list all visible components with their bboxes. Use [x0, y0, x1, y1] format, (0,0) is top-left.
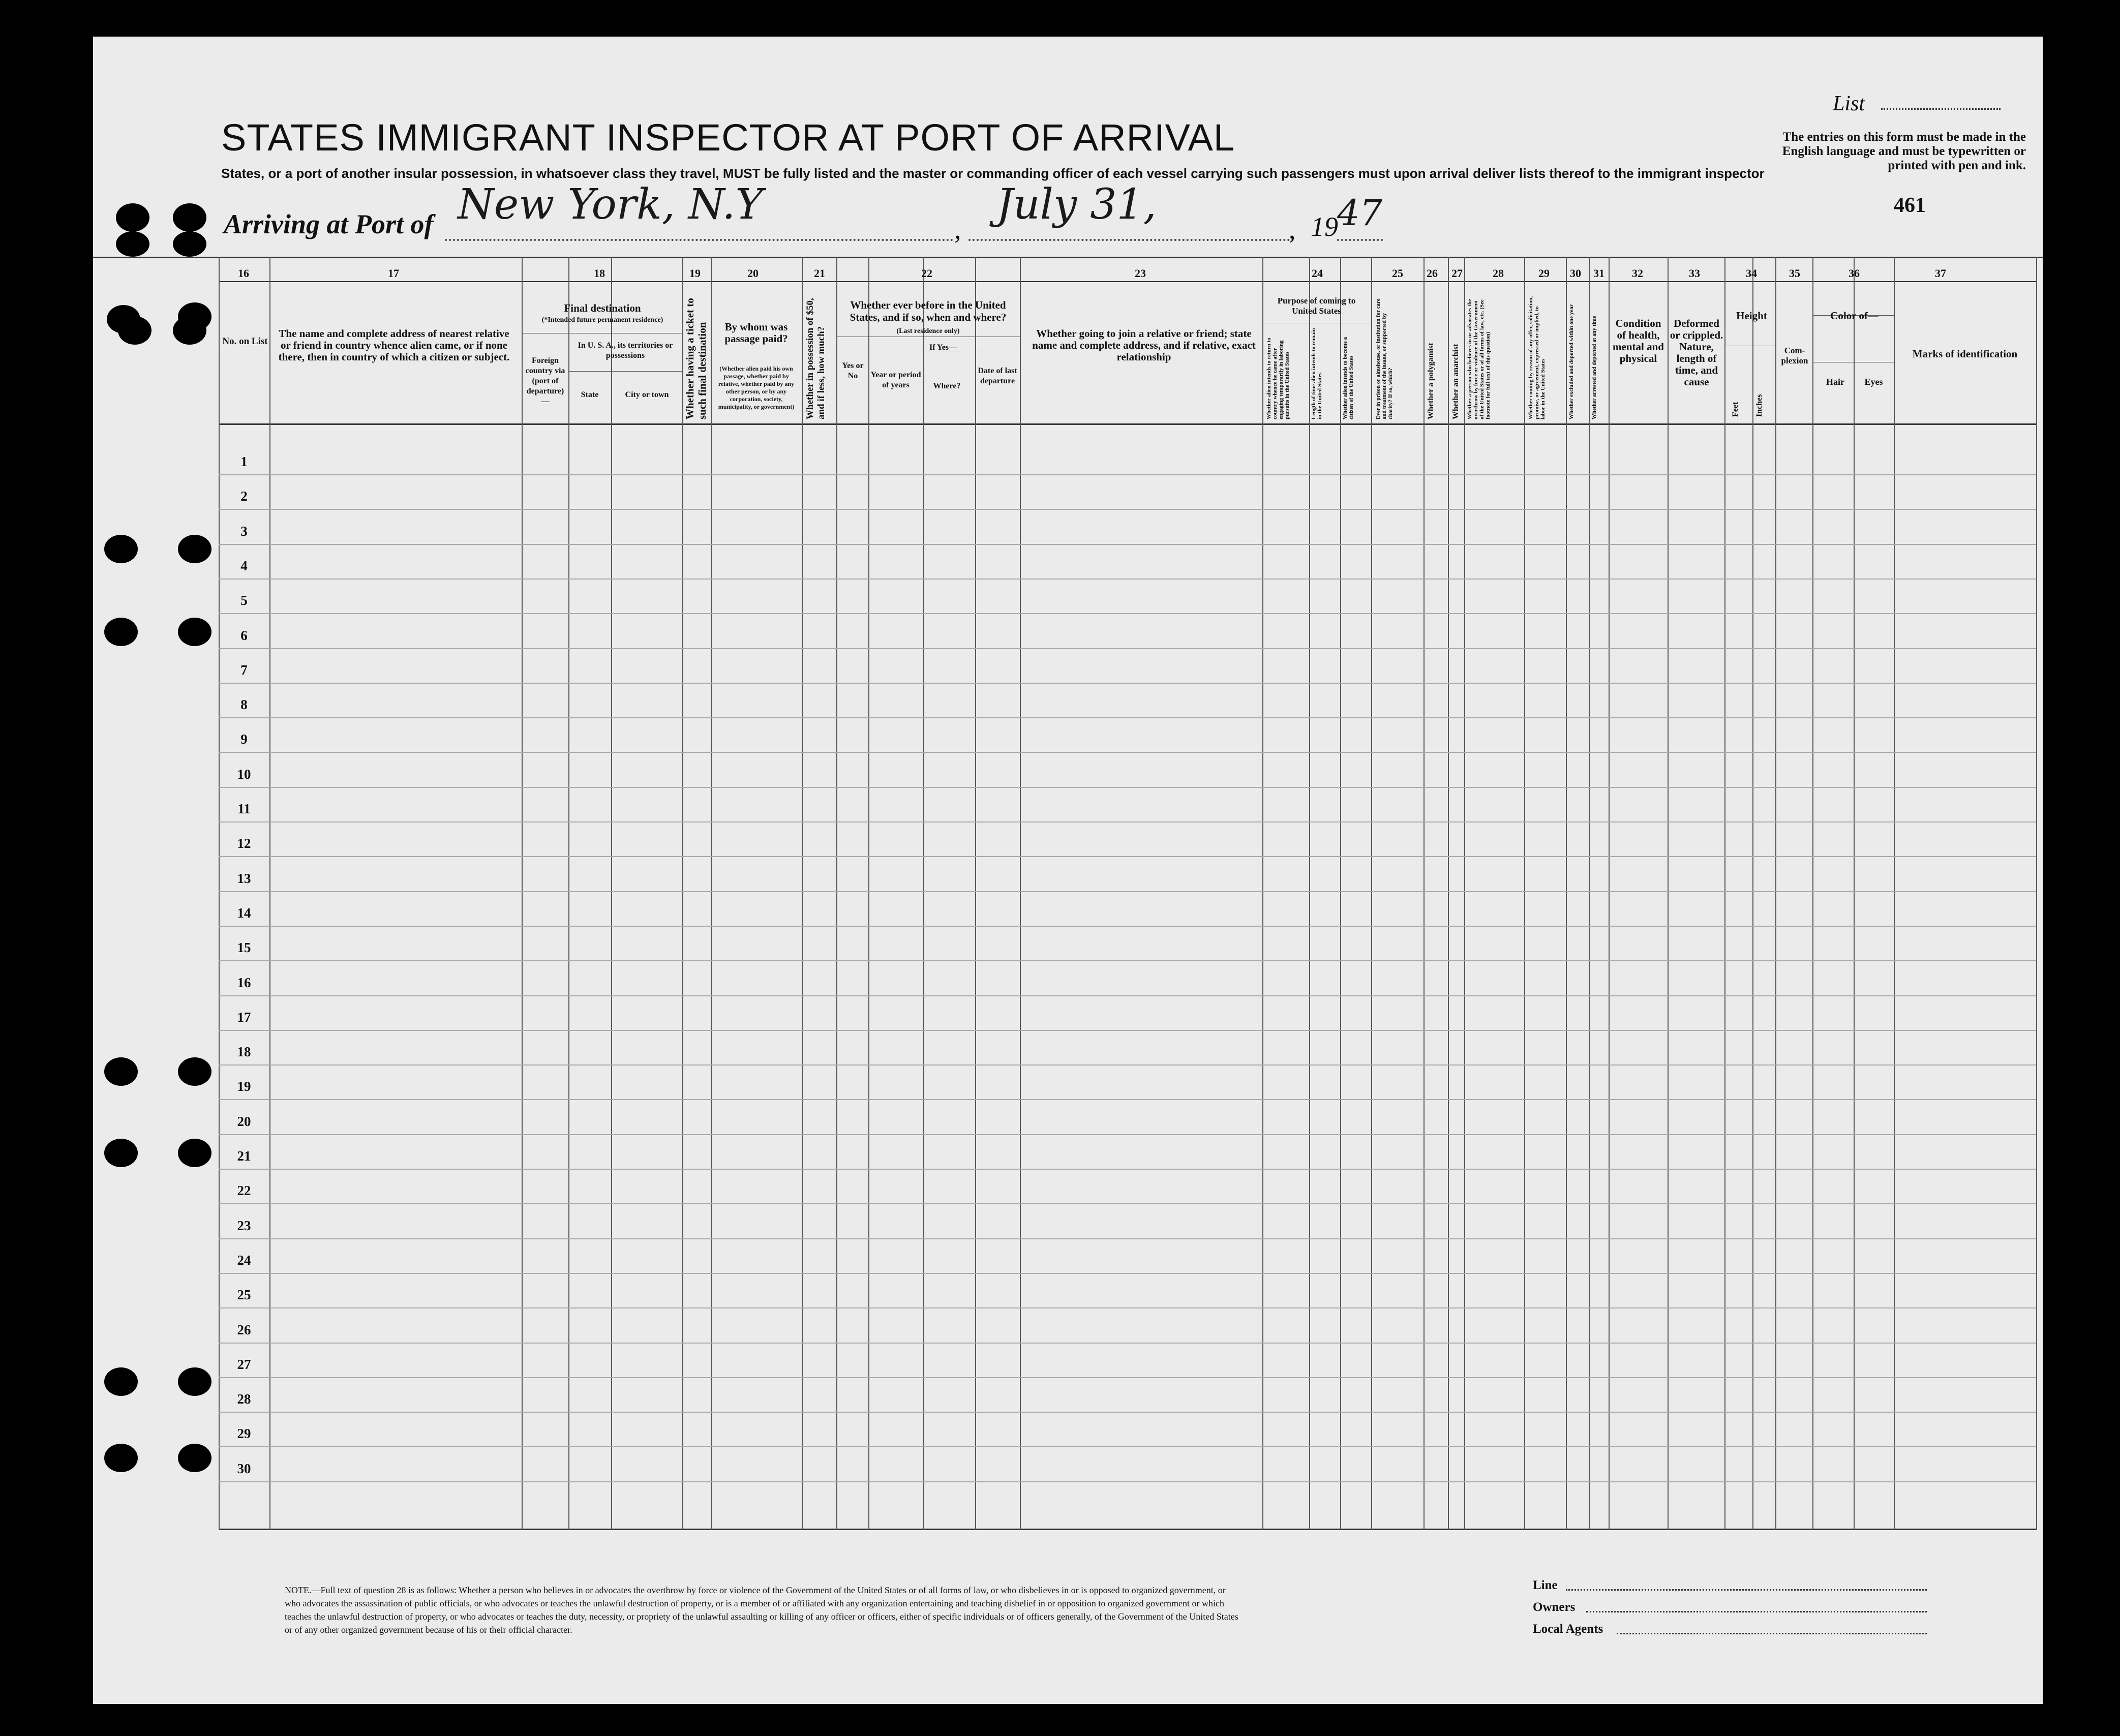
row-number: 3	[240, 524, 248, 539]
header-foreign-country: Foreign country via (port of departure)—	[525, 356, 565, 406]
colnum-31: 31	[1593, 267, 1604, 280]
column-divider	[1854, 257, 1855, 1530]
header-where: Where?	[933, 382, 961, 390]
row-number: 9	[240, 732, 248, 747]
row-number: 25	[237, 1287, 251, 1302]
column-divider	[269, 257, 270, 1530]
year-prefix: 19	[1311, 211, 1338, 242]
arriving-port-label: Arriving at Port of	[224, 209, 434, 239]
colnum-26: 26	[1427, 267, 1438, 280]
row-rule	[219, 1343, 2036, 1344]
row-number: 12	[237, 836, 251, 851]
column-divider	[1020, 257, 1021, 1530]
column-divider	[1775, 257, 1776, 1530]
column-divider	[1812, 257, 1813, 1530]
colnum-25: 25	[1392, 267, 1403, 280]
manifest-page	[93, 37, 2043, 1704]
header-final-destination: Final destination	[564, 302, 641, 314]
colnum-18: 18	[594, 267, 605, 280]
row-rule	[219, 1064, 2036, 1065]
header-anarchist: Whether an anarchist	[1451, 344, 1460, 419]
header-final-destination-note: (*Intended future permanent residence)	[541, 316, 663, 324]
header-ticket: Whether having a ticket to such final destination	[684, 298, 708, 419]
colnum-19: 19	[689, 267, 701, 280]
date-field-line	[968, 239, 1294, 241]
row-number: 11	[237, 801, 251, 816]
column-number-divider	[219, 281, 2036, 282]
subheader-rule	[568, 371, 682, 372]
row-number: 17	[237, 1010, 251, 1025]
colnum-29: 29	[1538, 267, 1550, 280]
owners-field[interactable]	[1586, 1611, 1927, 1612]
comma-separator: ,	[1289, 214, 1296, 245]
column-divider	[1894, 257, 1895, 1530]
header-feet: Feet	[1731, 402, 1740, 417]
column-divider	[1589, 257, 1590, 1530]
punch-hole	[173, 231, 206, 257]
table-top-border	[93, 257, 2043, 258]
colnum-32: 32	[1632, 267, 1643, 280]
punch-hole	[173, 203, 206, 232]
column-divider	[1309, 257, 1310, 1530]
row-rule	[219, 856, 2036, 857]
row-number: 19	[237, 1079, 251, 1094]
column-divider	[1464, 257, 1465, 1530]
punch-hole	[104, 1444, 138, 1472]
row-rule	[219, 1134, 2036, 1135]
header-purpose-return: Whether alien intends to return to country whence he came after engaging temporarily in laboring pursuits in the United States	[1266, 338, 1290, 419]
header-hair: Hair	[1826, 377, 1844, 387]
header-purpose: Purpose of coming to United States	[1277, 296, 1356, 316]
header-no-on-list: No. on List	[222, 336, 268, 347]
header-excluded-deported: Whether excluded and deported within one year	[1568, 304, 1574, 419]
row-number: 4	[240, 558, 248, 573]
column-divider	[682, 257, 683, 1530]
form-instructions: The entries on this form must be made in the English language and must be typewritten or printed with pen and ink.	[1782, 130, 2026, 172]
row-number: 16	[237, 975, 251, 990]
colnum-20: 20	[747, 267, 759, 280]
row-rule	[219, 1099, 2036, 1100]
header-year-or-period: Year or period of years	[870, 371, 921, 389]
header-deformed: Deformed or crippled. Nature, length of time, and cause	[1670, 317, 1723, 388]
colnum-37: 37	[1935, 267, 1946, 280]
port-field-line	[445, 239, 953, 241]
column-divider	[1609, 257, 1610, 1530]
column-divider	[522, 257, 523, 1530]
header-purpose-length: Length of time alien intends to remain in the United States	[1311, 328, 1323, 419]
row-number: 1	[240, 454, 248, 469]
column-divider	[836, 257, 837, 1530]
colnum-22: 22	[921, 267, 932, 280]
page-number: 461	[1894, 194, 1926, 217]
row-rule	[219, 995, 2036, 996]
year-handwritten[interactable]: 47	[1337, 192, 1383, 234]
header-prison-almshouse: Ever in prison or almshouse, or institution for care and treatment of the insane, or supported by charity? If so, which?	[1375, 298, 1394, 419]
punch-hole	[178, 618, 211, 646]
header-in-usa: In U. S. A., its territories or possessions	[578, 341, 673, 360]
header-nearest-relative: The name and complete address of nearest relative or friend in country whence alien came, or if none there, then in country of which a citizen or subject.	[278, 327, 510, 363]
date-handwritten[interactable]: July 31,	[996, 180, 1157, 229]
row-number: 30	[237, 1461, 251, 1476]
column-divider	[1262, 257, 1263, 1530]
header-city-or-town: City or town	[625, 390, 669, 399]
column-divider	[802, 257, 803, 1530]
colnum-24: 24	[1312, 267, 1323, 280]
page-subtitle: States, or a port of another insular possession, in whatsoever class they travel, MUST be fully listed and the master or commanding officer of each vessel carrying such passengers must upon arrival deliver lists thereof to the immigrant inspector	[221, 166, 1765, 181]
row-number: 5	[240, 593, 248, 608]
list-number-field[interactable]	[1881, 108, 2001, 110]
line-field[interactable]	[1566, 1589, 1927, 1591]
row-rule	[219, 1203, 2036, 1204]
header-overthrow: Whether a person who believes in or advocates the overthrow by force or violence of the Government of the United States or of all forms of law, etc. (See footnote for full text of this question)	[1467, 299, 1491, 419]
column-divider	[1371, 257, 1372, 1530]
row-number: 27	[237, 1357, 251, 1372]
header-date-last-departure: Date of last departure	[978, 367, 1017, 385]
header-last-residence: (Last residence only)	[896, 327, 960, 335]
header-passage-paid-note: (Whether alien paid his own passage, whether paid by relative, whether paid by any other person, or by any corporation, society, municipality, or government)	[718, 365, 795, 410]
header-marks-identification: Marks of identification	[1912, 348, 2018, 360]
row-rule	[219, 1238, 2036, 1239]
row-number: 7	[240, 662, 248, 678]
colnum-16: 16	[238, 267, 249, 280]
colnum-33: 33	[1689, 267, 1700, 280]
colnum-21: 21	[814, 267, 825, 280]
row-number: 8	[240, 697, 248, 712]
row-rule	[219, 1412, 2036, 1413]
row-number: 22	[237, 1183, 251, 1198]
header-health: Condition of health, mental and physical	[1613, 317, 1664, 364]
column-divider	[219, 257, 220, 1530]
row-rule	[219, 578, 2036, 580]
local-agents-field[interactable]	[1617, 1633, 1927, 1634]
row-rule	[219, 717, 2036, 718]
header-polygamist: Whether a polygamist	[1427, 343, 1435, 419]
header-yes-or-no: Yes or No	[842, 361, 864, 380]
punch-hole	[104, 618, 138, 646]
colnum-17: 17	[388, 267, 399, 280]
footnote-question-28: NOTE.—Full text of question 28 is as follows: Whether a person who believes in or advocates the overthrow by force or violence of the Government of the United States or of all forms of law, or who disbelieves in or is opposed to organized government, or who advocates the assassination of public officials, or who advocates or teaches the unlawful destruction of property, or is a member of or affiliated with any organization entertaining and teaching disbelief in or opposition to organized government or which teaches the unlawful destruction of property, or who advocates or teaches the duty, necessity, or propriety of the unlawful assaulting or killing of any officer or officers, either of specific individuals or of officers generally, of the Government of the United States or of any other organized government because of his or their official character.	[285, 1585, 1238, 1635]
row-rule	[219, 1377, 2036, 1378]
row-rule	[219, 648, 2036, 649]
column-divider	[1524, 257, 1525, 1530]
column-divider	[1724, 257, 1725, 1530]
column-divider	[1340, 257, 1341, 1530]
row-rule	[219, 1446, 2036, 1447]
column-divider	[1752, 257, 1753, 1530]
punch-hole	[116, 203, 149, 232]
punch-hole	[178, 1139, 211, 1167]
colnum-34: 34	[1746, 267, 1757, 280]
row-number: 28	[237, 1391, 251, 1407]
row-rule	[219, 787, 2036, 788]
row-number: 21	[237, 1148, 251, 1164]
punch-hole	[116, 231, 149, 257]
header-color-of: Color of—	[1830, 310, 1879, 322]
list-label: List	[1833, 92, 1865, 115]
header-bottom-border	[219, 423, 2036, 425]
row-number: 6	[240, 628, 248, 643]
header-arrested-deported: Whether arrested and deported at any time	[1591, 316, 1597, 419]
column-divider	[1448, 257, 1449, 1530]
punch-hole	[118, 316, 152, 345]
colnum-23: 23	[1135, 267, 1146, 280]
colnum-27: 27	[1451, 267, 1463, 280]
punch-hole	[104, 1057, 138, 1086]
row-number: 2	[240, 489, 248, 504]
column-divider	[923, 257, 924, 1530]
row-rule	[219, 752, 2036, 753]
row-rule	[219, 1273, 2036, 1274]
punch-hole	[178, 1057, 211, 1086]
year-field-line	[1337, 239, 1383, 241]
header-if-yes: If Yes—	[929, 343, 957, 352]
row-rule	[219, 1481, 2036, 1482]
row-rule	[219, 1169, 2036, 1170]
column-divider	[711, 257, 712, 1530]
colnum-36: 36	[1849, 267, 1860, 280]
punch-hole	[178, 1367, 211, 1396]
row-rule	[219, 544, 2036, 545]
row-number: 26	[237, 1322, 251, 1337]
column-divider	[975, 257, 976, 1530]
row-number: 23	[237, 1218, 251, 1233]
row-rule	[219, 926, 2036, 927]
row-number: 24	[237, 1253, 251, 1268]
row-number: 20	[237, 1114, 251, 1129]
row-rule	[219, 1307, 2036, 1308]
header-state: State	[581, 390, 599, 399]
header-fifty-dollars: Whether in possession of $50, and if less, how much?	[805, 298, 827, 419]
column-divider	[1424, 257, 1425, 1530]
port-handwritten[interactable]: New York, N.Y	[458, 180, 763, 229]
punch-hole	[178, 1444, 211, 1472]
column-divider	[2036, 257, 2037, 1530]
row-rule	[219, 821, 2036, 823]
row-number: 14	[237, 905, 251, 921]
header-complexion: Com-plexion	[1781, 346, 1808, 366]
header-purpose-citizen: Whether alien intends to become a citizen of the United States	[1342, 337, 1354, 419]
colnum-35: 35	[1789, 267, 1800, 280]
owners-label: Owners	[1533, 1600, 1576, 1614]
header-height: Height	[1736, 310, 1767, 322]
comma-separator: ,	[954, 214, 961, 245]
punch-hole	[173, 316, 206, 345]
header-eyes: Eyes	[1864, 377, 1883, 387]
column-divider	[1566, 257, 1567, 1530]
row-rule	[219, 509, 2036, 510]
page-title: STATES IMMIGRANT INSPECTOR AT PORT OF ARRIVAL	[221, 116, 1235, 159]
colnum-28: 28	[1493, 267, 1504, 280]
row-rule	[219, 1030, 2036, 1031]
row-number: 13	[237, 871, 251, 886]
row-rule	[219, 474, 2036, 475]
header-offer-solicitation: Whether coming by reason of any offer, solicitation, promise, or agreement, expressed or implied, to labor in the United States	[1528, 296, 1546, 419]
header-inches: Inches	[1755, 394, 1764, 417]
header-ever-before-in-us: Whether ever before in the United States, and if so, when and where?	[850, 299, 1007, 323]
punch-hole	[104, 1139, 138, 1167]
row-number: 29	[237, 1426, 251, 1441]
row-number: 15	[237, 940, 251, 955]
row-rule	[219, 683, 2036, 684]
punch-hole	[104, 535, 138, 563]
local-agents-label: Local Agents	[1533, 1622, 1603, 1636]
column-divider	[1668, 257, 1669, 1530]
line-label: Line	[1533, 1578, 1558, 1592]
row-number: 18	[237, 1044, 251, 1059]
row-rule	[219, 960, 2036, 961]
punch-hole	[178, 535, 211, 563]
column-divider	[611, 257, 612, 1530]
colnum-30: 30	[1570, 267, 1581, 280]
header-passage-paid: By whom was passage paid?	[724, 321, 788, 345]
header-going-to-join: Whether going to join a relative or friend; state name and complete address, and if relative, exact relationship	[1032, 327, 1256, 363]
punch-hole	[104, 1367, 138, 1396]
column-divider	[868, 257, 869, 1530]
row-rule	[219, 613, 2036, 614]
table-bottom-border	[219, 1529, 2036, 1530]
row-rule	[219, 891, 2036, 892]
column-divider	[568, 257, 569, 1530]
row-number: 10	[237, 767, 251, 782]
